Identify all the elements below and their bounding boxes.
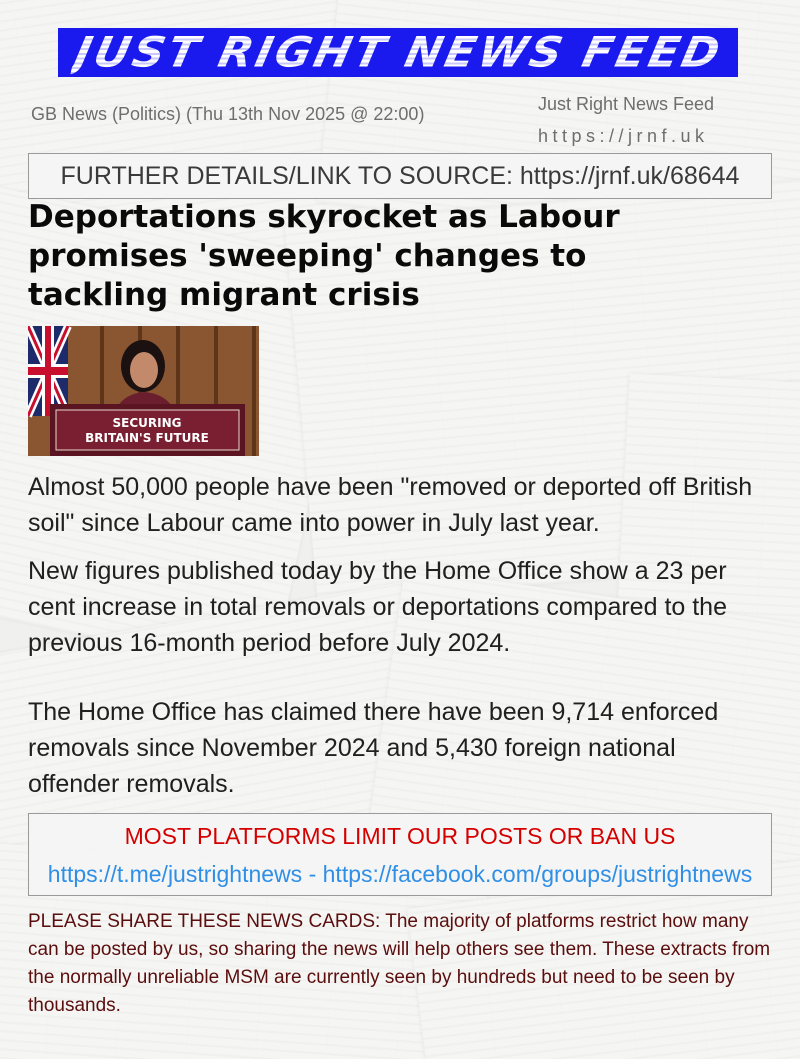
social-links xyxy=(29,858,771,890)
source-dateline: GB News (Politics) (Thu 13th Nov 2025 @ 22:00) xyxy=(31,104,425,124)
banner-title: JUST RIGHT NEWS FEED xyxy=(69,28,727,77)
link-separator: - xyxy=(302,861,323,887)
source-link-label[interactable]: FURTHER DETAILS/LINK TO SOURCE: https://jrnf.uk/68644 xyxy=(60,161,740,190)
facebook-link[interactable]: https://facebook.com/groups/justrightnews xyxy=(322,861,753,887)
lectern-text-2: BRITAIN'S FUTURE xyxy=(85,431,209,445)
article-headline: Deportations skyrocket as Labour promises 'sweeping' changes to tackling migrant crisis xyxy=(28,199,620,313)
source-link-box[interactable] xyxy=(28,153,772,199)
site-url[interactable]: https://jrnf.uk xyxy=(538,126,709,146)
lectern-text-1: SECURING xyxy=(112,416,182,430)
article-photo xyxy=(28,326,259,456)
article-paragraph-3: The Home Office has claimed there have been 9,714 enforced removals since November 2024 and 5,430 foreign national offender removals. xyxy=(28,698,719,798)
article-paragraph-1: Almost 50,000 people have been "removed or deported off British soil" since Labour came into power in July last year. xyxy=(28,473,753,537)
site-banner xyxy=(58,28,738,77)
share-request-note: PLEASE SHARE THESE NEWS CARDS: The majority of platforms restrict how many can be posted by us, so sharing the news will help others see them. These extracts from the normally unreliable MSM are currently seen by hundreds but need to be seen by thousands. xyxy=(28,911,771,1016)
share-box xyxy=(28,813,772,896)
brand-name: Just Right News Feed xyxy=(538,94,715,114)
telegram-link[interactable]: https://t.me/justrightnews xyxy=(47,861,303,887)
brand-block xyxy=(538,88,714,152)
article-paragraph-2: New figures published today by the Home Office show a 23 per cent increase in total removals or deportations compared to the previous 16-month period before July 2024. xyxy=(28,557,727,657)
platform-warning: MOST PLATFORMS LIMIT OUR POSTS OR BAN US xyxy=(124,823,676,849)
